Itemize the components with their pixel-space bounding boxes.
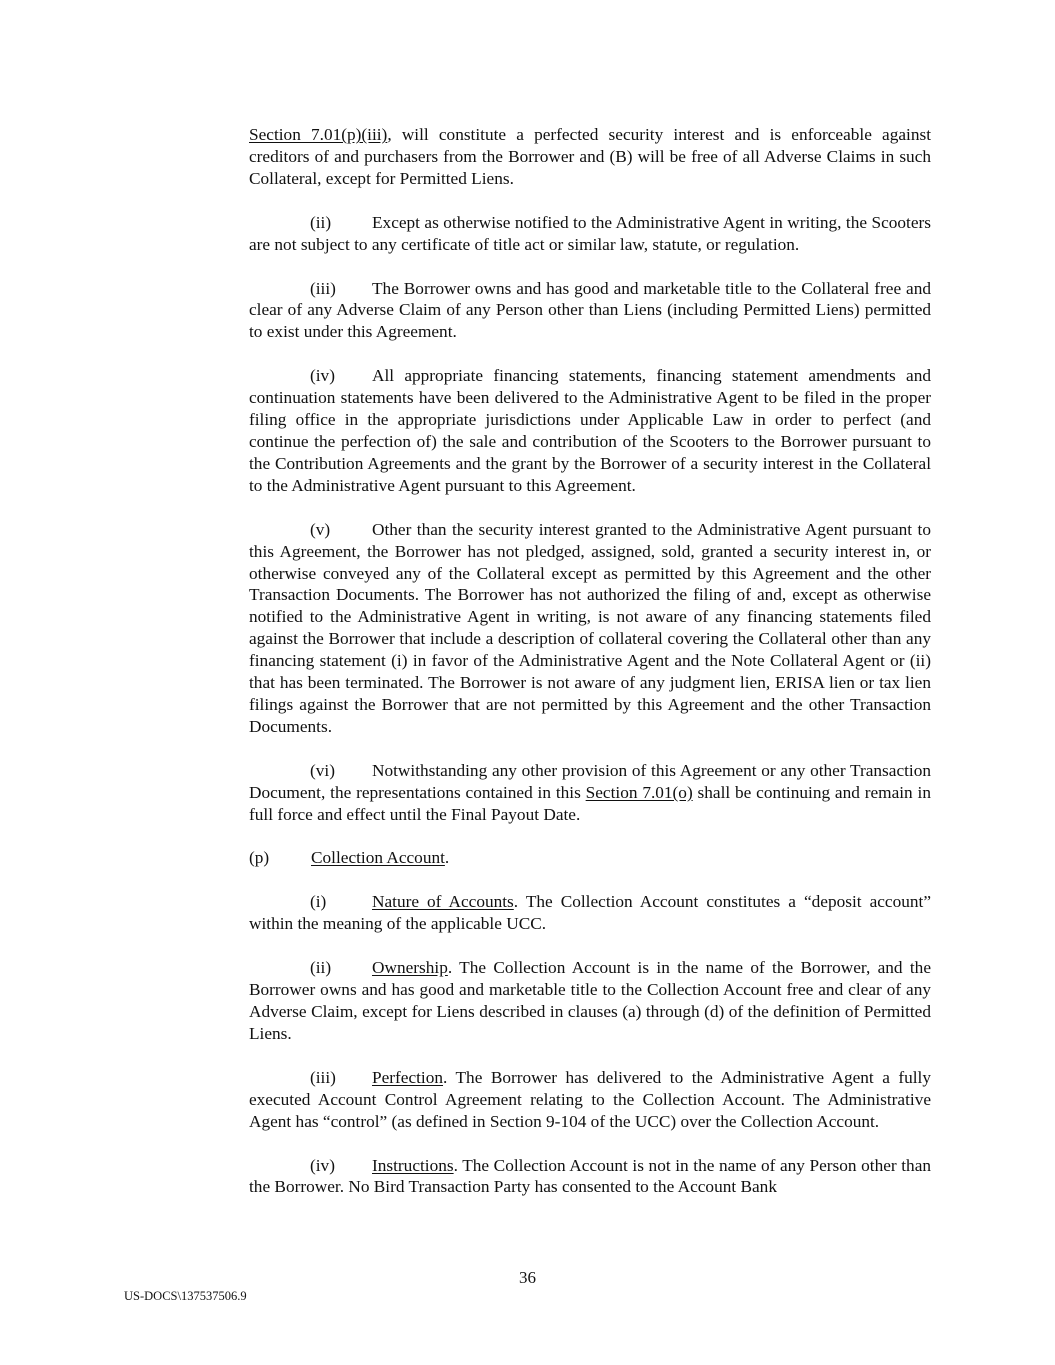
paragraph-continuation: [249, 124, 931, 190]
clause-text: Notwithstanding any other provision of this Agreement or any other Transaction Document, the representations contained in this: [249, 760, 931, 802]
clause-p-iv: [249, 1155, 931, 1199]
clause-title: Perfection: [372, 1067, 444, 1087]
clause-p-ii: [249, 957, 931, 1045]
clause-number: (iii): [310, 1067, 336, 1087]
clause-o-v: [249, 519, 931, 738]
section-reference: Section 7.01(o): [585, 782, 693, 802]
clause-o-vi: [249, 760, 931, 826]
clause-number: (iv): [310, 1155, 335, 1175]
clause-p-i: [249, 891, 931, 935]
clause-number: (iv): [310, 366, 335, 386]
clause-title: Ownership: [372, 958, 448, 978]
clause-text: . The Collection Account is in the name of the Borrower, and the Borrower owns and has good and marketable title to the Collection Account free and clear of any Adverse Claim, except for Liens described in clauses (a) through (d) of the definition of Permitted Liens.: [249, 958, 931, 1043]
page-number: 36: [519, 1268, 536, 1287]
clause-text: . The Collection Account constitutes a “deposit account” within the meaning of the applicable UCC.: [249, 892, 931, 934]
clause-text: . The Borrower has delivered to the Administrative Agent a fully executed Account Control Agreement relating to the Collection Account. The Administrative Agent has “control” (as defined in Section 9-104 of the UCC) over the Collection Account.: [249, 1067, 931, 1131]
section-title-period: .: [444, 848, 450, 868]
clause-text: Other than the security interest granted to the Administrative Agent pursuant to this Agreement, the Borrower has not pledged, assigned, sold, granted a security interest in, or otherwise conveyed any of the Collateral except as permitted by this Agreement and the other Transaction Documents. The Borrower has not authorized the filing of and, except as otherwise notified to the Administrative Agent in writing, is not aware of any financing statements filed against the Borrower that include a description of collateral covering the Collateral other than any financing statement (i) in favor of the Administrative Agent and the Note Collateral Agent or (ii) that has been terminated. The Borrower is not aware of any judgment lien, ERISA lien or tax lien filings against the Borrower that are not permitted by this Agreement and the other Transaction Documents.: [249, 519, 931, 736]
section-title: Collection Account: [311, 848, 445, 868]
clause-title: Instructions: [372, 1155, 454, 1175]
document-body: [249, 124, 931, 1220]
paragraph-text: , will constitute a perfected security interest and is enforceable against creditors of and purchasers from the Borrower and (B) will be free of all Adverse Claims in such Collateral, except for Permitted Liens.: [249, 125, 932, 188]
clause-title: Nature of Accounts: [372, 892, 514, 912]
clause-text: Except as otherwise notified to the Administrative Agent in writing, the Scooters are not subject to any certificate of title act or similar law, statute, or regulation.: [249, 212, 931, 254]
clause-text: The Borrower owns and has good and marketable title to the Collateral free and clear of any Adverse Claim of any Person other than Liens (including Permitted Liens) permitted to exist under this Agreement.: [249, 278, 931, 342]
clause-o-iv: [249, 365, 931, 496]
clause-number: (vi): [310, 760, 335, 780]
clause-o-iii: [249, 278, 931, 344]
clause-number: (i): [310, 892, 327, 912]
clause-p-iii: [249, 1067, 931, 1133]
clause-number: (v): [310, 519, 331, 539]
clause-number: (ii): [310, 958, 332, 978]
clause-text: shall be continuing and remain in full force and effect until the Final Payout Date.: [249, 782, 931, 824]
clause-o-ii: [249, 212, 931, 256]
clause-number: (iii): [310, 278, 336, 298]
clause-text: . The Collection Account is not in the name of any Person other than the Borrower. No Bird Transaction Party has consented to the Account Bank: [249, 1155, 931, 1197]
section-number: (p): [249, 848, 270, 868]
document-id: US-DOCS\137537506.9: [124, 1289, 247, 1303]
clause-number: (ii): [310, 212, 332, 232]
section-reference: Section 7.01(p)(iii): [249, 125, 388, 144]
section-p-heading: [249, 847, 931, 869]
clause-text: All appropriate financing statements, financing statement amendments and continuation statements have been delivered to the Administrative Agent to be filed in the proper filing office in the appropriate jurisdictions under Applicable Law in order to perfect (and continue the perfection of) the sale and contribution of the Scooters to the Borrower pursuant to the Contribution Agreements and the grant by the Borrower of a security interest in the Collateral to the Administrative Agent pursuant to this Agreement.: [249, 366, 931, 495]
